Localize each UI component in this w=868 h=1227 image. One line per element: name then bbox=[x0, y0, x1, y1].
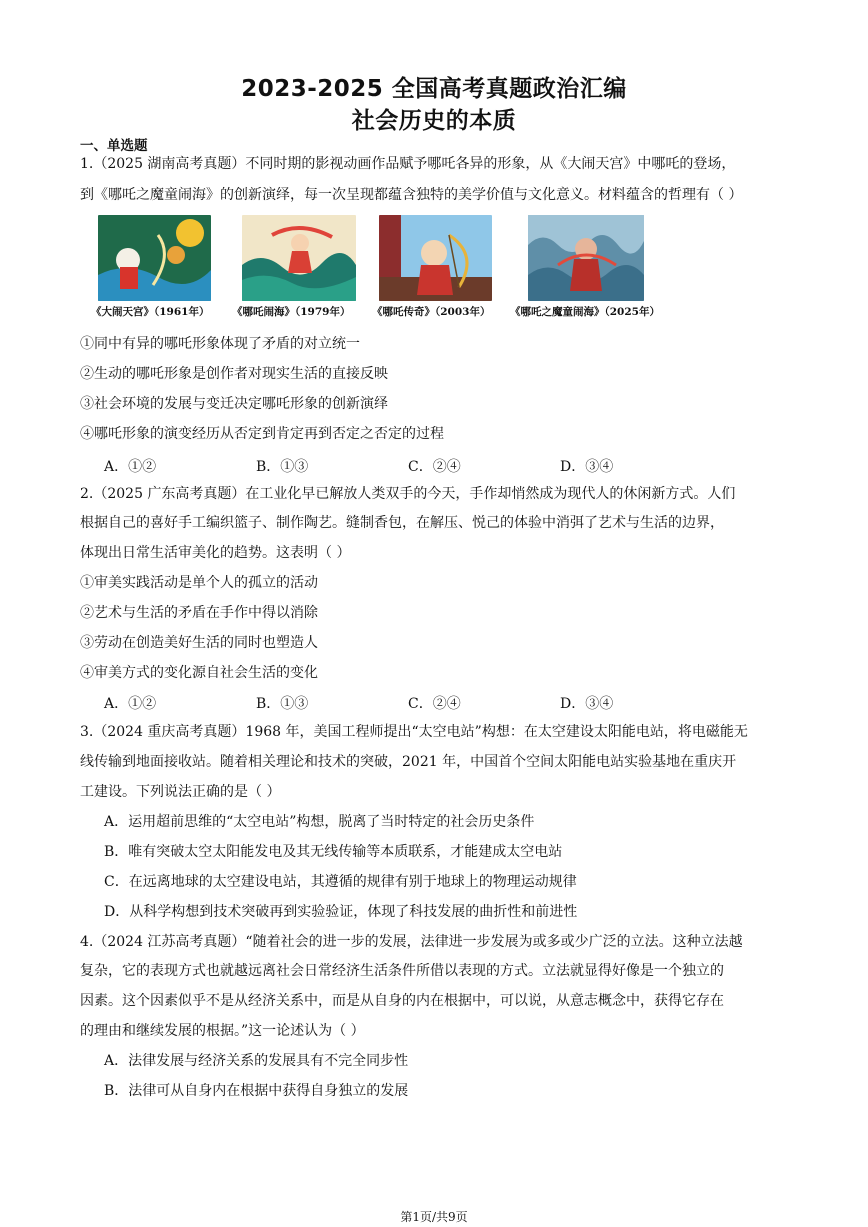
q3-option-c[interactable]: C．在远离地球的太空建设电站，其遵循的规律有别于地球上的物理运动规律 bbox=[104, 874, 577, 890]
image-nezhanaohai bbox=[242, 215, 356, 301]
q1-stem-line2: 到《哪吒之魔童闹海》的创新演绎，每一次呈现都蕴含独特的美学价值与文化意义。材料蕴含的哲理有（ ） bbox=[80, 187, 743, 203]
q1-statement-4: ④哪吒形象的演变经历从否定到肯定再到否定之否定的过程 bbox=[80, 426, 444, 442]
q3-stem-line2: 线传输到地面接收站。随着相关理论和技术的突破，2021 年，中国首个空间太阳能电站实验基地在重庆开 bbox=[80, 754, 737, 770]
image-nezhamotongnaohai bbox=[528, 215, 644, 301]
q2-statement-1: ①审美实践活动是单个人的孤立的活动 bbox=[80, 575, 318, 591]
q3-option-a[interactable]: A．运用超前思维的“太空电站”构想，脱离了当时特定的社会历史条件 bbox=[104, 814, 535, 830]
q4-option-a[interactable]: A．法律发展与经济关系的发展具有不完全同步性 bbox=[104, 1053, 409, 1069]
image-danaotiangong bbox=[98, 215, 211, 301]
q1-option-a[interactable]: A．①② bbox=[104, 459, 157, 475]
q1-options bbox=[104, 456, 712, 476]
q2-options bbox=[104, 693, 712, 713]
q1-statement-1: ①同中有异的哪吒形象体现了矛盾的对立统一 bbox=[80, 336, 360, 352]
q2-option-d[interactable]: D．③④ bbox=[560, 696, 614, 712]
q1-option-b[interactable]: B．①③ bbox=[256, 459, 309, 475]
q2-statement-4: ④审美方式的变化源自社会生活的变化 bbox=[80, 665, 318, 681]
q2-statement-2: ②艺术与生活的矛盾在手作中得以消除 bbox=[80, 605, 318, 621]
document-title: 2023-2025 全国高考真题政治汇编 bbox=[241, 76, 627, 102]
q3-option-d[interactable]: D．从科学构想到技术突破再到实验验证，体现了科技发展的曲折性和前进性 bbox=[104, 904, 578, 920]
q2-statement-3: ③劳动在创造美好生活的同时也塑造人 bbox=[80, 635, 318, 651]
q3-stem-line1: 3.（2024 重庆高考真题）1968 年，美国工程师提出“太空电站”构想：在太空建设太阳能电站，将电磁能无 bbox=[80, 724, 748, 740]
q2-option-b[interactable]: B．①③ bbox=[256, 696, 309, 712]
q2-stem-line3: 体现出日常生活审美化的趋势。这表明（ ） bbox=[80, 545, 351, 561]
q2-option-c[interactable]: C．②④ bbox=[408, 696, 461, 712]
q1-stem-line1: 1.（2025 湖南高考真题）不同时期的影视动画作品赋予哪吒各异的形象，从《大闹天宫》中哪吒的登场， bbox=[80, 156, 736, 172]
q4-stem-line2: 复杂，它的表现方式也就越远离社会日常经济生活条件所借以表现的方式。立法就显得好像是一个独立的 bbox=[80, 963, 724, 979]
section-heading: 一、单选题 bbox=[80, 138, 148, 154]
q1-statement-2: ②生动的哪吒形象是创作者对现实生活的直接反映 bbox=[80, 366, 388, 382]
q4-stem-line1: 4.（2024 江苏高考真题）“随着社会的进一步的发展，法律进一步发展为或多或少广泛的立法。这种立法越 bbox=[80, 934, 743, 950]
q3-option-b[interactable]: B．唯有突破太空太阳能发电及其无线传输等本质联系，才能建成太空电站 bbox=[104, 844, 563, 860]
q2-stem-line1: 2.（2025 广东高考真题）在工业化早已解放人类双手的今天，手作却悄然成为现代人的休闲新方式。人们 bbox=[80, 486, 736, 502]
image-caption-4: 《哪吒之魔童闹海》（2025年） bbox=[510, 306, 660, 318]
q4-stem-line3: 因素。这个因素似乎不是从经济关系中，而是从自身的内在根据中，可以说，从意志概念中，获得它存在 bbox=[80, 993, 724, 1009]
image-caption-3: 《哪吒传奇》（2003年） bbox=[372, 306, 491, 318]
image-caption-1: 《大闹天宫》（1961年） bbox=[91, 306, 210, 318]
q4-stem-line4: 的理由和继续发展的根据。”这一论述认为（ ） bbox=[80, 1023, 365, 1039]
q2-option-a[interactable]: A．①② bbox=[104, 696, 157, 712]
document-subtitle: 社会历史的本质 bbox=[351, 108, 517, 134]
q4-option-b[interactable]: B．法律可从自身内在根据中获得自身独立的发展 bbox=[104, 1083, 409, 1099]
q2-stem-line2: 根据自己的喜好手工编织篮子、制作陶艺。缝制香包，在解压、悦己的体验中消弭了艺术与生活的边界， bbox=[80, 515, 724, 531]
q1-statement-3: ③社会环境的发展与变迁决定哪吒形象的创新演绎 bbox=[80, 396, 388, 412]
q1-option-d[interactable]: D．③④ bbox=[560, 459, 614, 475]
image-nezhachuanqi bbox=[379, 215, 492, 301]
q1-option-c[interactable]: C．②④ bbox=[408, 459, 461, 475]
image-caption-2: 《哪吒闹海》（1979年） bbox=[232, 306, 351, 318]
page-footer: 第1页/共9页 bbox=[400, 1210, 468, 1224]
q3-stem-line3: 工建设。下列说法正确的是（ ） bbox=[80, 784, 281, 800]
